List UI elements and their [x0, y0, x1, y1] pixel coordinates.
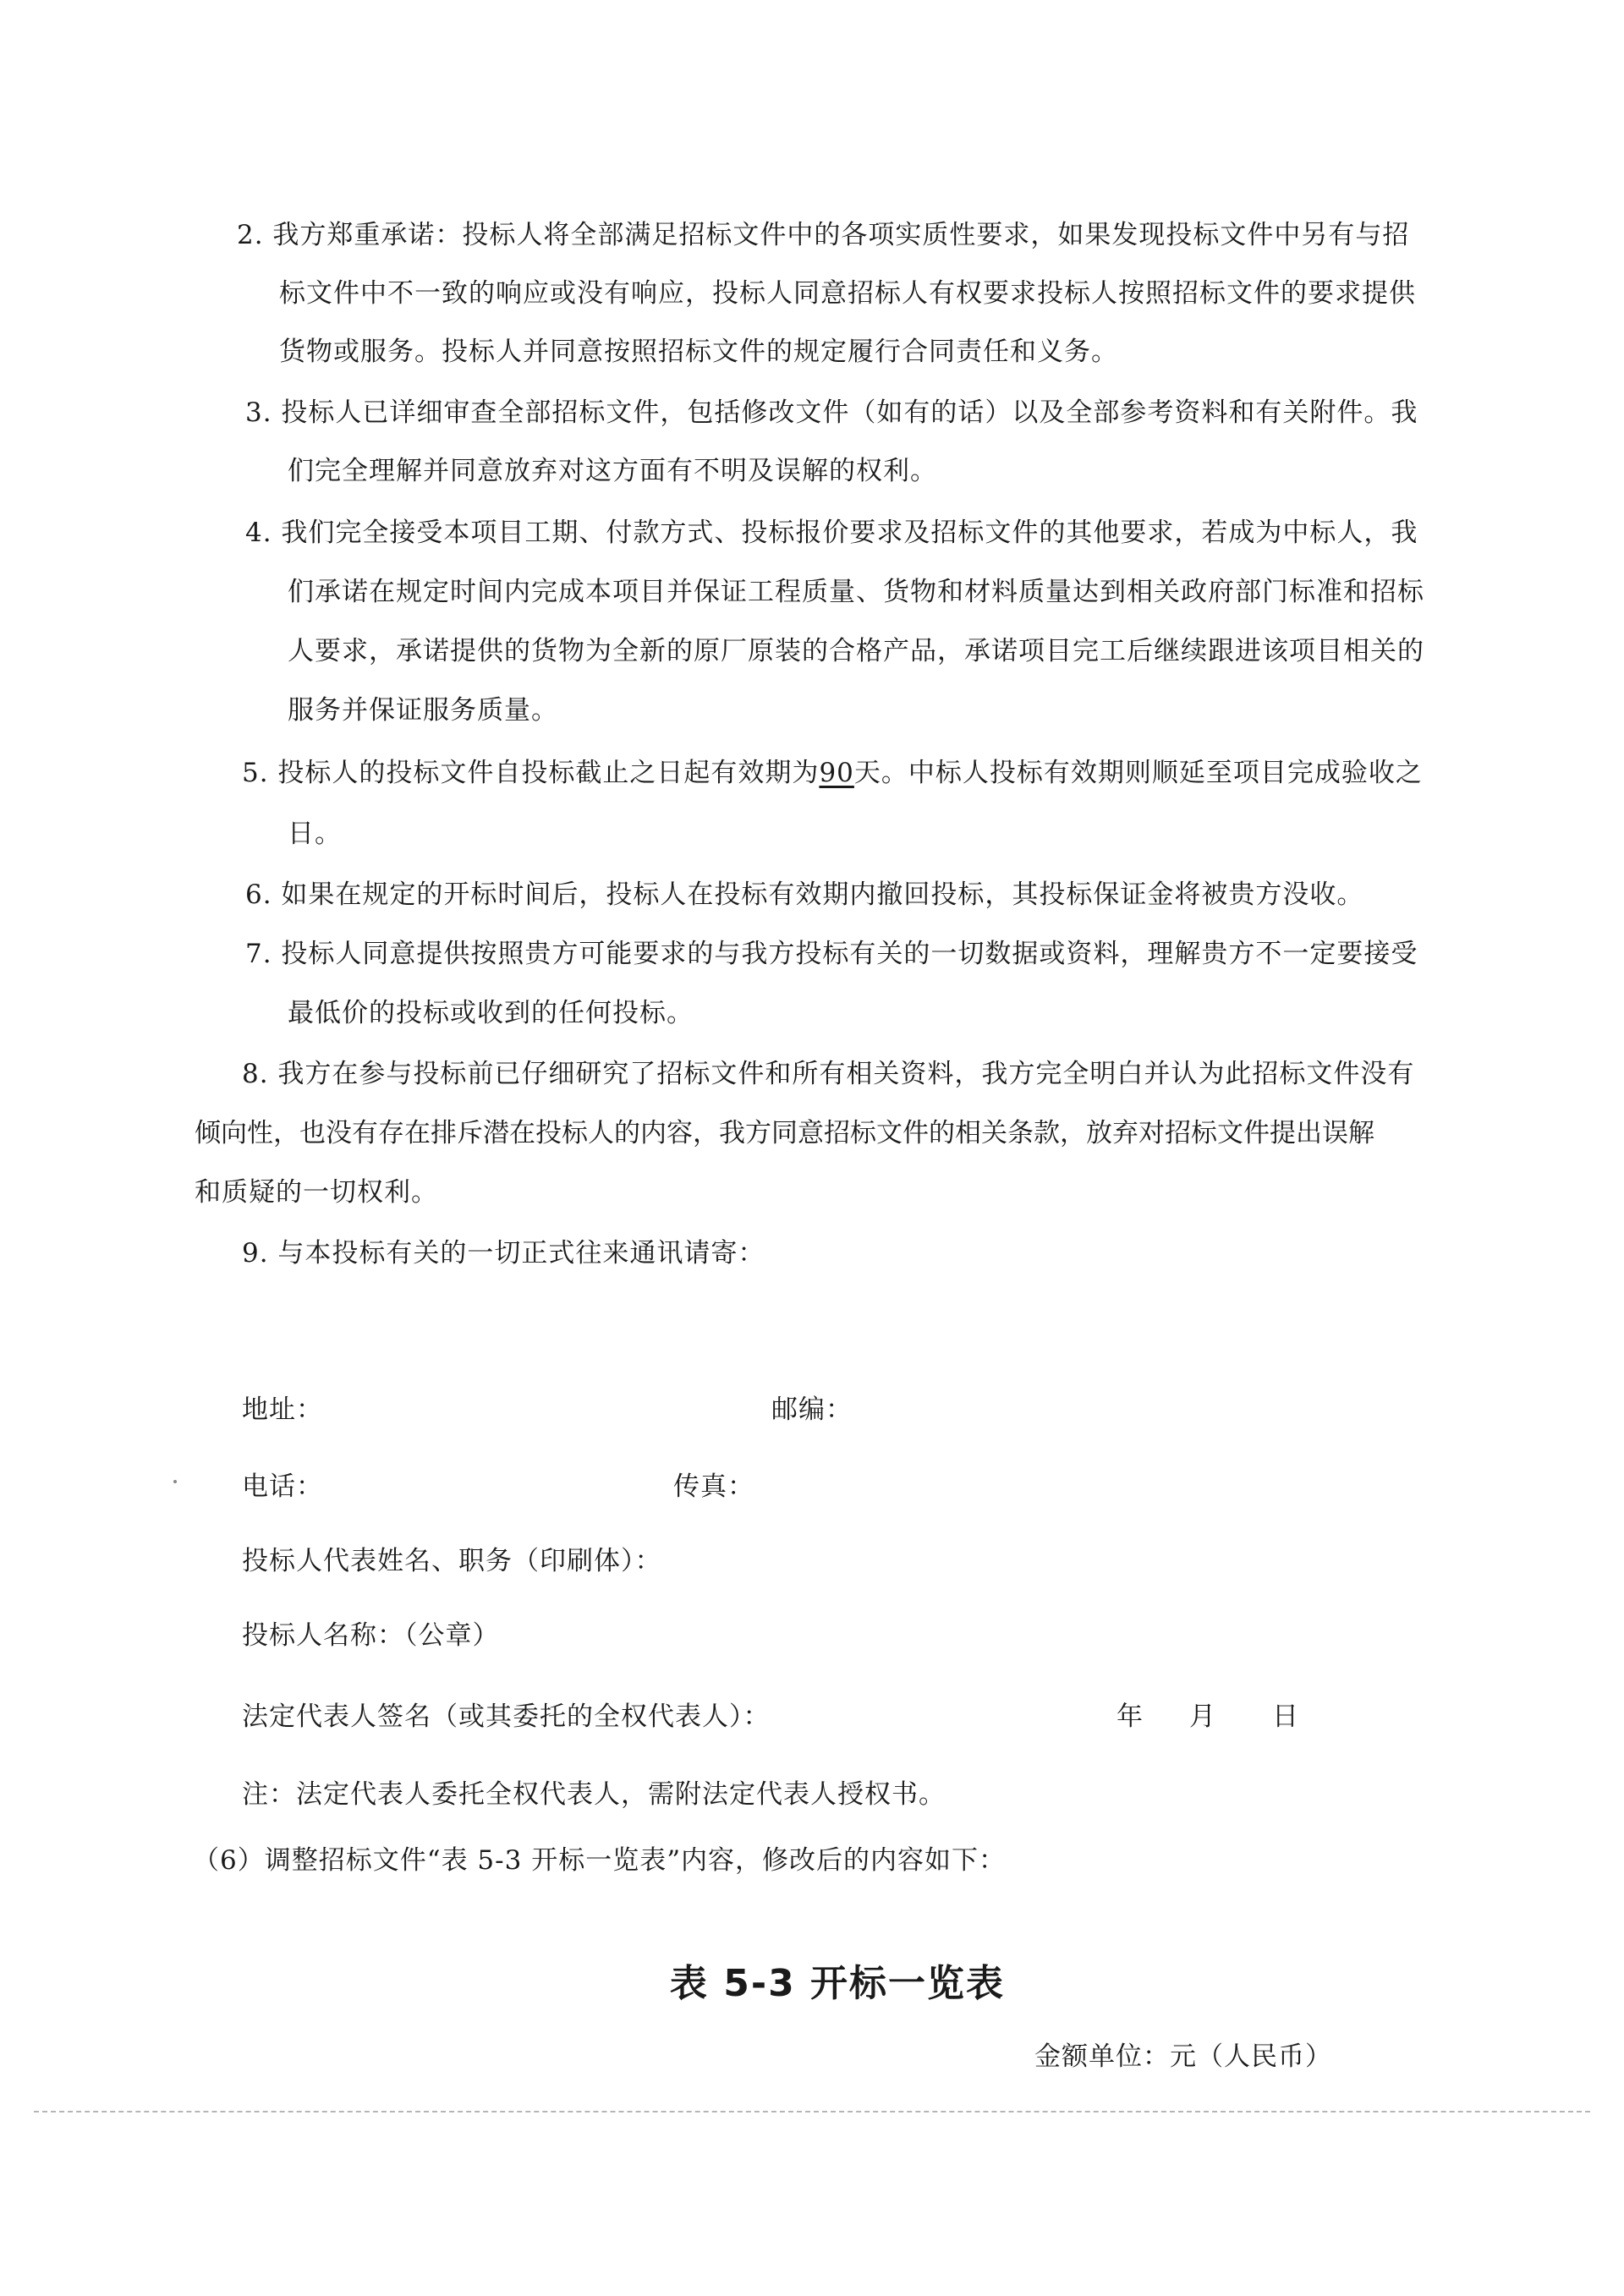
item-3-line-2: 们完全理解并同意放弃对这方面有不明及误解的权利。: [288, 456, 937, 486]
item-8-line-1: 8. 我方在参与投标前已仔细研究了招标文件和所有相关资料，我方完全明白并认为此招标文件没有: [242, 1059, 1415, 1089]
rep-name-label: 投标人代表姓名、职务（印刷体）：: [242, 1546, 662, 1576]
bidder-name-label: 投标人名称：（公章）: [242, 1620, 500, 1651]
item-2-line-2: 标文件中不一致的响应或没有响应，投标人同意招标人有权要求投标人按照招标文件的要求提供: [279, 278, 1416, 309]
amendment-text: （6）调整招标文件“表 5-3 开标一览表”内容，修改后的内容如下：: [193, 1845, 1007, 1876]
address-label: 地址：: [242, 1395, 323, 1425]
validity-days: 90: [819, 758, 854, 788]
item-5-text-pre: 5. 投标人的投标文件自投标截止之日起有效期为: [242, 758, 820, 788]
signature-label: 法定代表人签名（或其委托的全权代表人）：: [242, 1701, 771, 1732]
item-5-line-2: 日。: [288, 819, 342, 849]
day-label: 日: [1272, 1701, 1299, 1732]
item-4-line-4: 服务并保证服务质量。: [288, 695, 558, 726]
page-break-rule: [34, 2111, 1590, 2112]
amount-unit-label: 金额单位：元（人民币）: [1034, 2041, 1332, 2072]
item-4-line-3: 人要求，承诺提供的货物为全新的原厂原装的合格产品，承诺项目完工后继续跟进该项目相关的: [288, 636, 1424, 666]
item-6-line-1: 6. 如果在规定的开标时间后，投标人在投标有效期内撤回投标，其投标保证金将被贵方没收。: [245, 879, 1364, 910]
month-label: 月: [1189, 1701, 1216, 1732]
item-2-line-1: 2. 我方郑重承诺：投标人将全部满足招标文件中的各项实质性要求，如果发现投标文件中另有与招: [237, 220, 1410, 250]
item-3-line-1: 3. 投标人已详细审查全部招标文件，包括修改文件（如有的话）以及全部参考资料和有关附件。我: [245, 397, 1418, 428]
item-5-text-post: 天。中标人投标有效期则顺延至项目完成验收之: [853, 758, 1423, 788]
item-4-line-2: 们承诺在规定时间内完成本项目并保证工程质量、货物和材料质量达到相关政府部门标准和招标: [288, 577, 1424, 607]
item-7-line-2: 最低价的投标或收到的任何投标。: [288, 998, 694, 1028]
authorization-note: 注：法定代表人委托全权代表人，需附法定代表人授权书。: [242, 1779, 946, 1810]
item-5-line-1: [242, 754, 1423, 792]
scan-speck: [173, 1480, 177, 1483]
year-label: 年: [1116, 1701, 1144, 1732]
item-7-line-1: 7. 投标人同意提供按照贵方可能要求的与我方投标有关的一切数据或资料，理解贵方不一定要接受: [245, 939, 1418, 969]
item-9-line-1: 9. 与本投标有关的一切正式往来通讯请寄：: [242, 1238, 765, 1269]
phone-label: 电话：: [242, 1471, 323, 1502]
item-8-line-3: 和质疑的一切权利。: [195, 1177, 438, 1208]
item-2-line-3: 货物或服务。投标人并同意按照招标文件的规定履行合同责任和义务。: [279, 337, 1118, 367]
item-8-line-2: 倾向性，也没有存在排斥潜在投标人的内容，我方同意招标文件的相关条款，放弃对招标文件提出误解: [195, 1118, 1374, 1148]
item-4-line-1: 4. 我们完全接受本项目工期、付款方式、投标报价要求及招标文件的其他要求，若成为中标人，我: [245, 518, 1418, 548]
fax-label: 传真：: [673, 1471, 754, 1502]
postcode-label: 邮编：: [771, 1395, 853, 1425]
table-title: 表 5-3 开标一览表: [669, 1962, 1006, 2005]
